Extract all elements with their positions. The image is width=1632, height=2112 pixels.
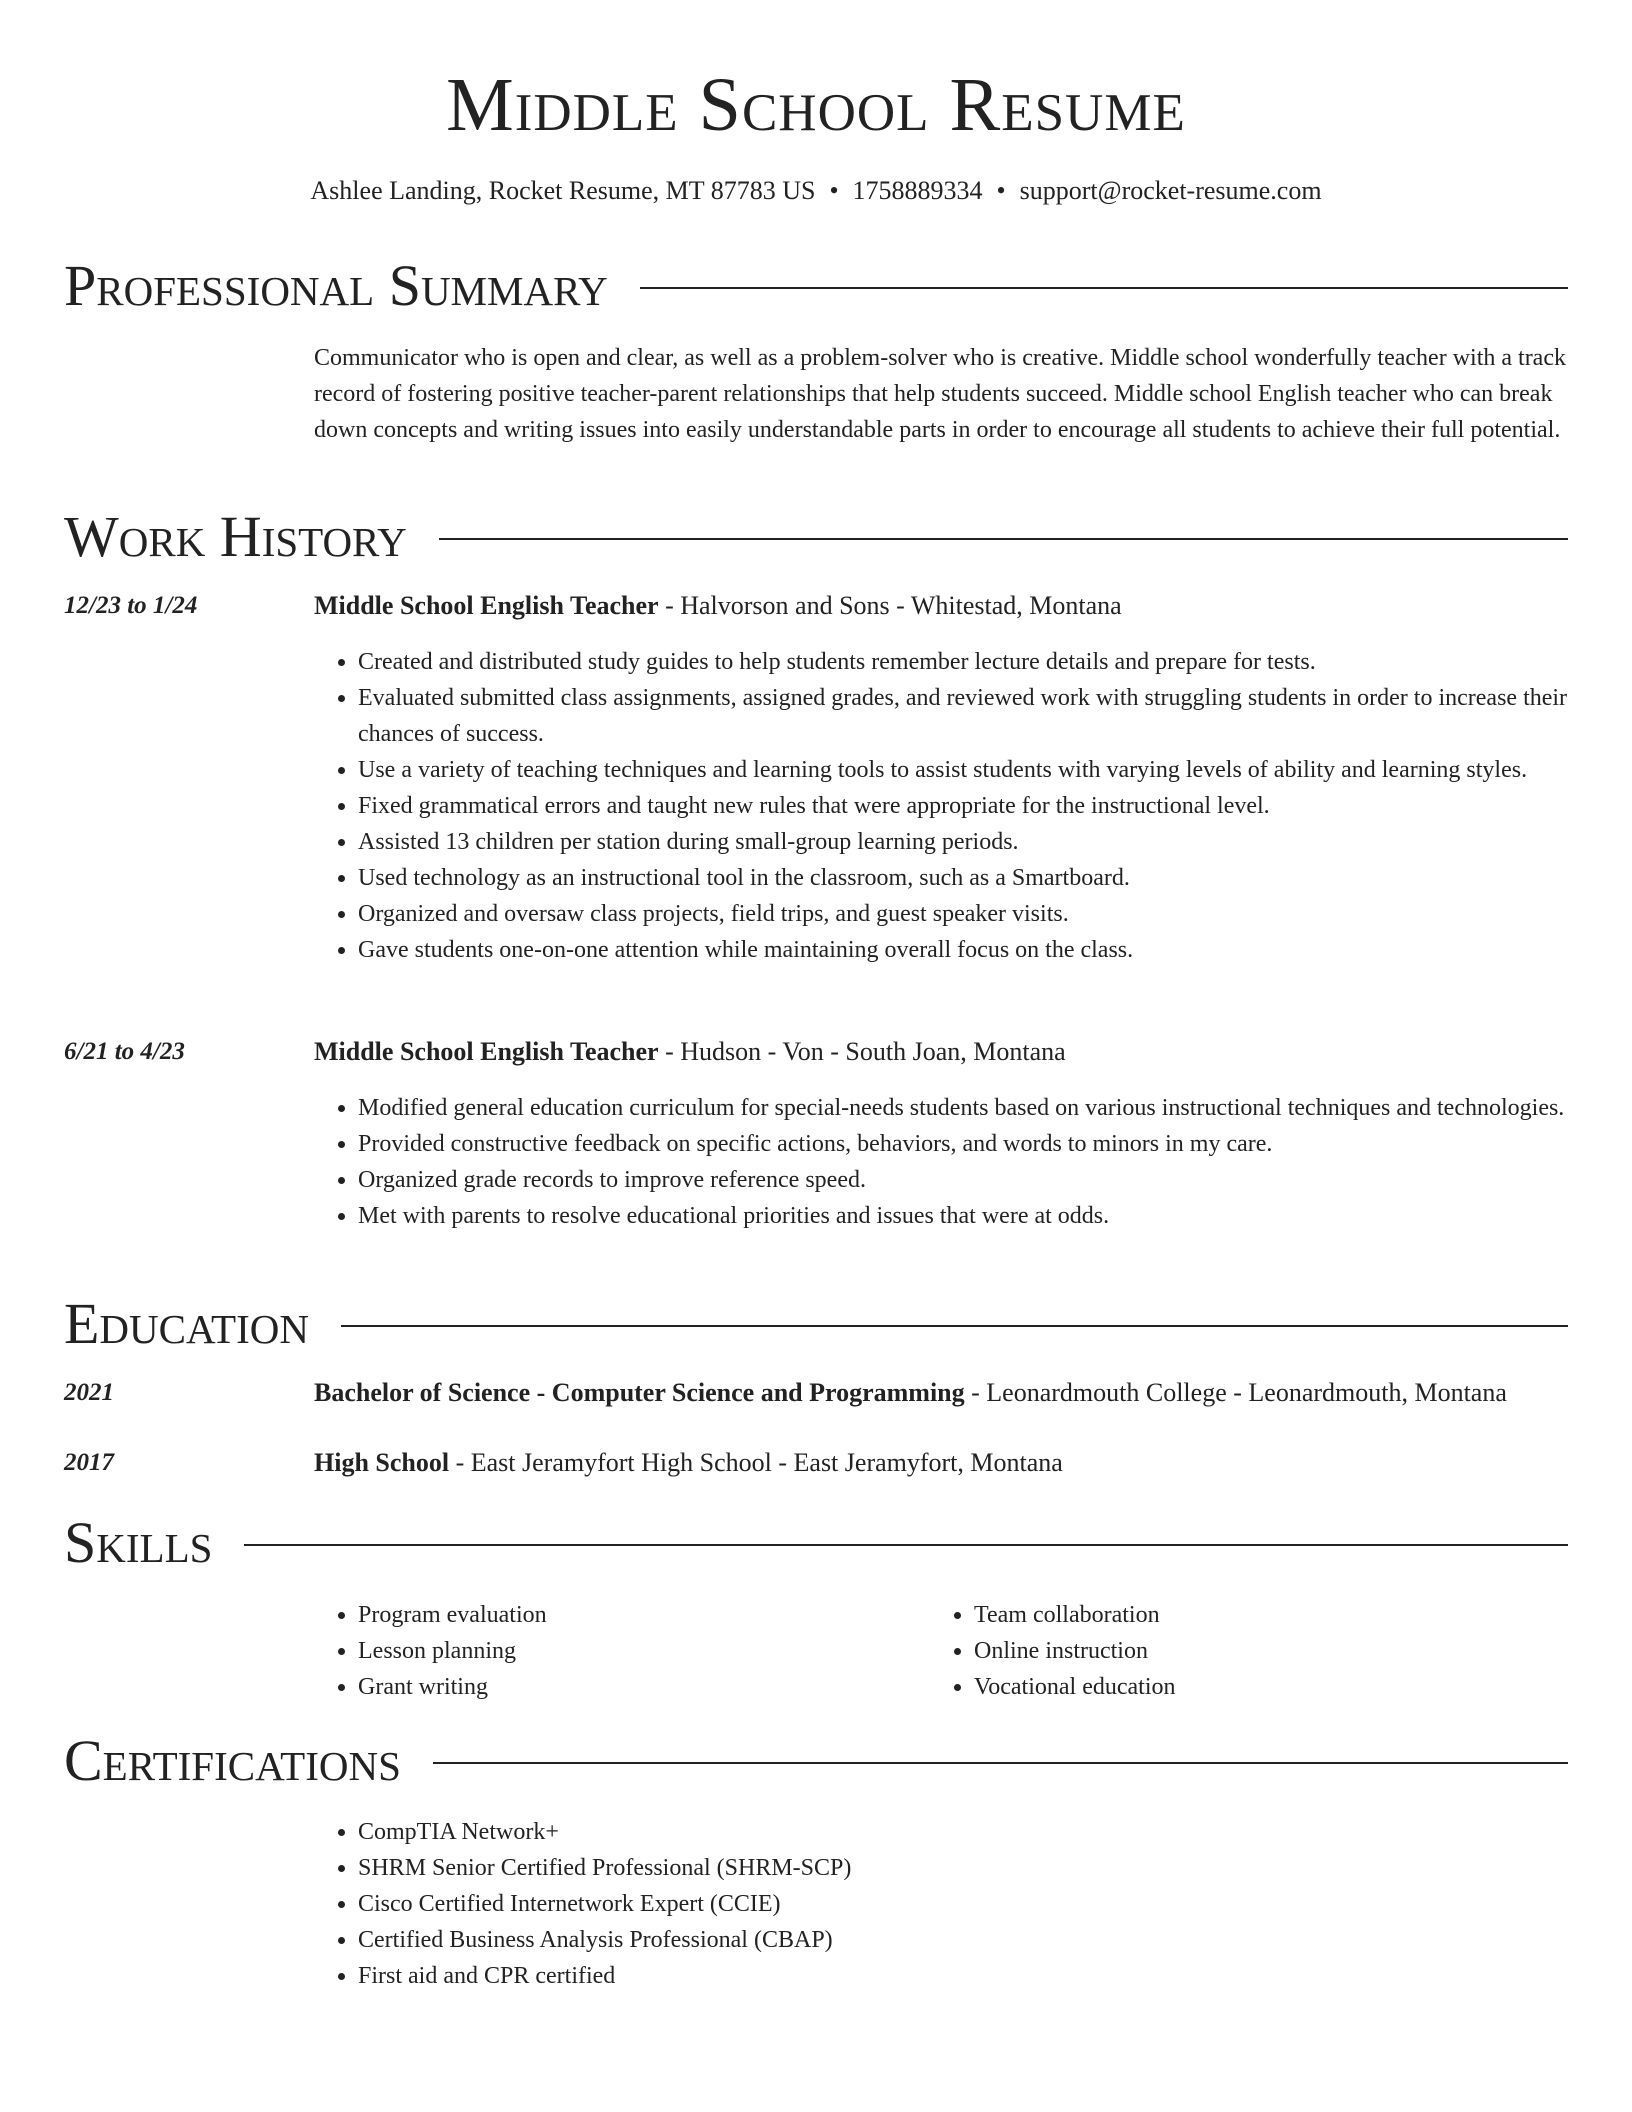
list-item: • SHRM Senior Certified Professional (SHRM-SCP): [358, 1850, 1568, 1886]
list-item: • Evaluated submitted class assignments, assigned grades, and reviewed work with struggling students in order to increase their chances of success.: [358, 680, 1568, 752]
section-divider: [244, 1544, 1568, 1546]
list-item: • Grant writing: [358, 1669, 918, 1705]
education-section-header: [64, 1292, 1568, 1356]
job-dates: 12/23 to 1/24: [64, 592, 198, 619]
school-details: - East Jeramyfort High School - East Jeramyfort, Montana: [449, 1448, 1063, 1477]
list-item: • Program evaluation: [358, 1597, 918, 1633]
contact-separator: •: [996, 176, 1006, 205]
job-heading: [314, 590, 1568, 622]
list-item: • Assisted 13 children per station during small-group learning periods.: [358, 824, 1568, 860]
summary-heading: Professional Summary: [64, 253, 608, 318]
job-heading: [314, 1036, 1568, 1068]
list-item: • Gave students one-on-one attention while maintaining overall focus on the class.: [358, 932, 1568, 968]
contact-separator: •: [829, 176, 839, 205]
work-section-header: [64, 505, 1568, 569]
education-entry: [314, 1447, 1568, 1479]
contact-address: Ashlee Landing, Rocket Resume, MT 87783 US: [310, 176, 816, 205]
list-item: • First aid and CPR certified: [358, 1958, 1568, 1994]
contact-email[interactable]: support@rocket-resume.com: [1019, 176, 1322, 205]
job-title: Middle School English Teacher: [314, 591, 659, 620]
list-item: • Certified Business Analysis Professional (CBAP): [358, 1922, 1568, 1958]
education-entry: [314, 1377, 1568, 1409]
job-title: Middle School English Teacher: [314, 1037, 659, 1066]
list-item: • Online instruction: [974, 1633, 1534, 1669]
contact-line: [0, 175, 1632, 207]
section-divider: [341, 1325, 1568, 1327]
list-item: • Cisco Certified Internetwork Expert (CCIE): [358, 1886, 1568, 1922]
certifications-section-header: [64, 1729, 1568, 1793]
job-employer: - Hudson - Von - South Joan, Montana: [658, 1037, 1066, 1066]
job-employer: - Halvorson and Sons - Whitestad, Montana: [658, 591, 1122, 620]
list-item: • Organized grade records to improve reference speed.: [358, 1162, 1568, 1198]
contact-phone: 1758889334: [852, 176, 983, 205]
list-item: • Provided constructive feedback on specific actions, behaviors, and words to minors in my care.: [358, 1126, 1568, 1162]
section-divider: [439, 538, 1568, 540]
education-year: 2021: [64, 1379, 114, 1406]
section-divider: [640, 287, 1568, 289]
education-heading: Education: [64, 1291, 309, 1356]
list-item: • Team collaboration: [974, 1597, 1534, 1633]
school-details: - Leonardmouth College - Leonardmouth, Montana: [964, 1378, 1507, 1407]
job-duties-list: [314, 644, 1568, 968]
skills-list-left: [314, 1597, 918, 1705]
degree-name: High School: [314, 1448, 450, 1477]
certifications-list: [314, 1814, 1568, 1994]
summary-section-header: [64, 254, 1568, 318]
education-year: 2017: [64, 1449, 114, 1476]
list-item: • Created and distributed study guides to help students remember lecture details and prepare for tests.: [358, 644, 1568, 680]
summary-text: Communicator who is open and clear, as well as a problem-solver who is creative. Middle school wonderfully teacher with a track record of fostering positive teacher-parent relationships that help students succeed. Middle school English teacher who can break down concepts and writing issues into easily understandable parts in order to encourage all students to achieve their full potential.: [314, 345, 1566, 443]
degree-name: Bachelor of Science - Computer Science and Programming: [314, 1378, 965, 1407]
job-dates: 6/21 to 4/23: [64, 1038, 185, 1065]
job-duties-list: [314, 1090, 1568, 1234]
work-heading: Work History: [64, 504, 407, 569]
certifications-heading: Certifications: [64, 1728, 401, 1793]
list-item: • CompTIA Network+: [358, 1814, 1568, 1850]
list-item: • Met with parents to resolve educational priorities and issues that were at odds.: [358, 1198, 1568, 1234]
section-divider: [433, 1762, 1568, 1764]
list-item: • Fixed grammatical errors and taught new rules that were appropriate for the instructional level.: [358, 788, 1568, 824]
list-item: • Used technology as an instructional tool in the classroom, such as a Smartboard.: [358, 860, 1568, 896]
list-item: • Vocational education: [974, 1669, 1534, 1705]
list-item: • Modified general education curriculum for special-needs students based on various instructional techniques and technologies.: [358, 1090, 1568, 1126]
skills-section-header: [64, 1511, 1568, 1575]
list-item: • Use a variety of teaching techniques and learning tools to assist students with varying levels of ability and learning styles.: [358, 752, 1568, 788]
resume-title: Middle School Resume: [446, 63, 1186, 147]
skills-list-right: [930, 1597, 1534, 1705]
list-item: • Lesson planning: [358, 1633, 918, 1669]
skills-heading: Skills: [64, 1510, 213, 1575]
list-item: • Organized and oversaw class projects, field trips, and guest speaker visits.: [358, 896, 1568, 932]
